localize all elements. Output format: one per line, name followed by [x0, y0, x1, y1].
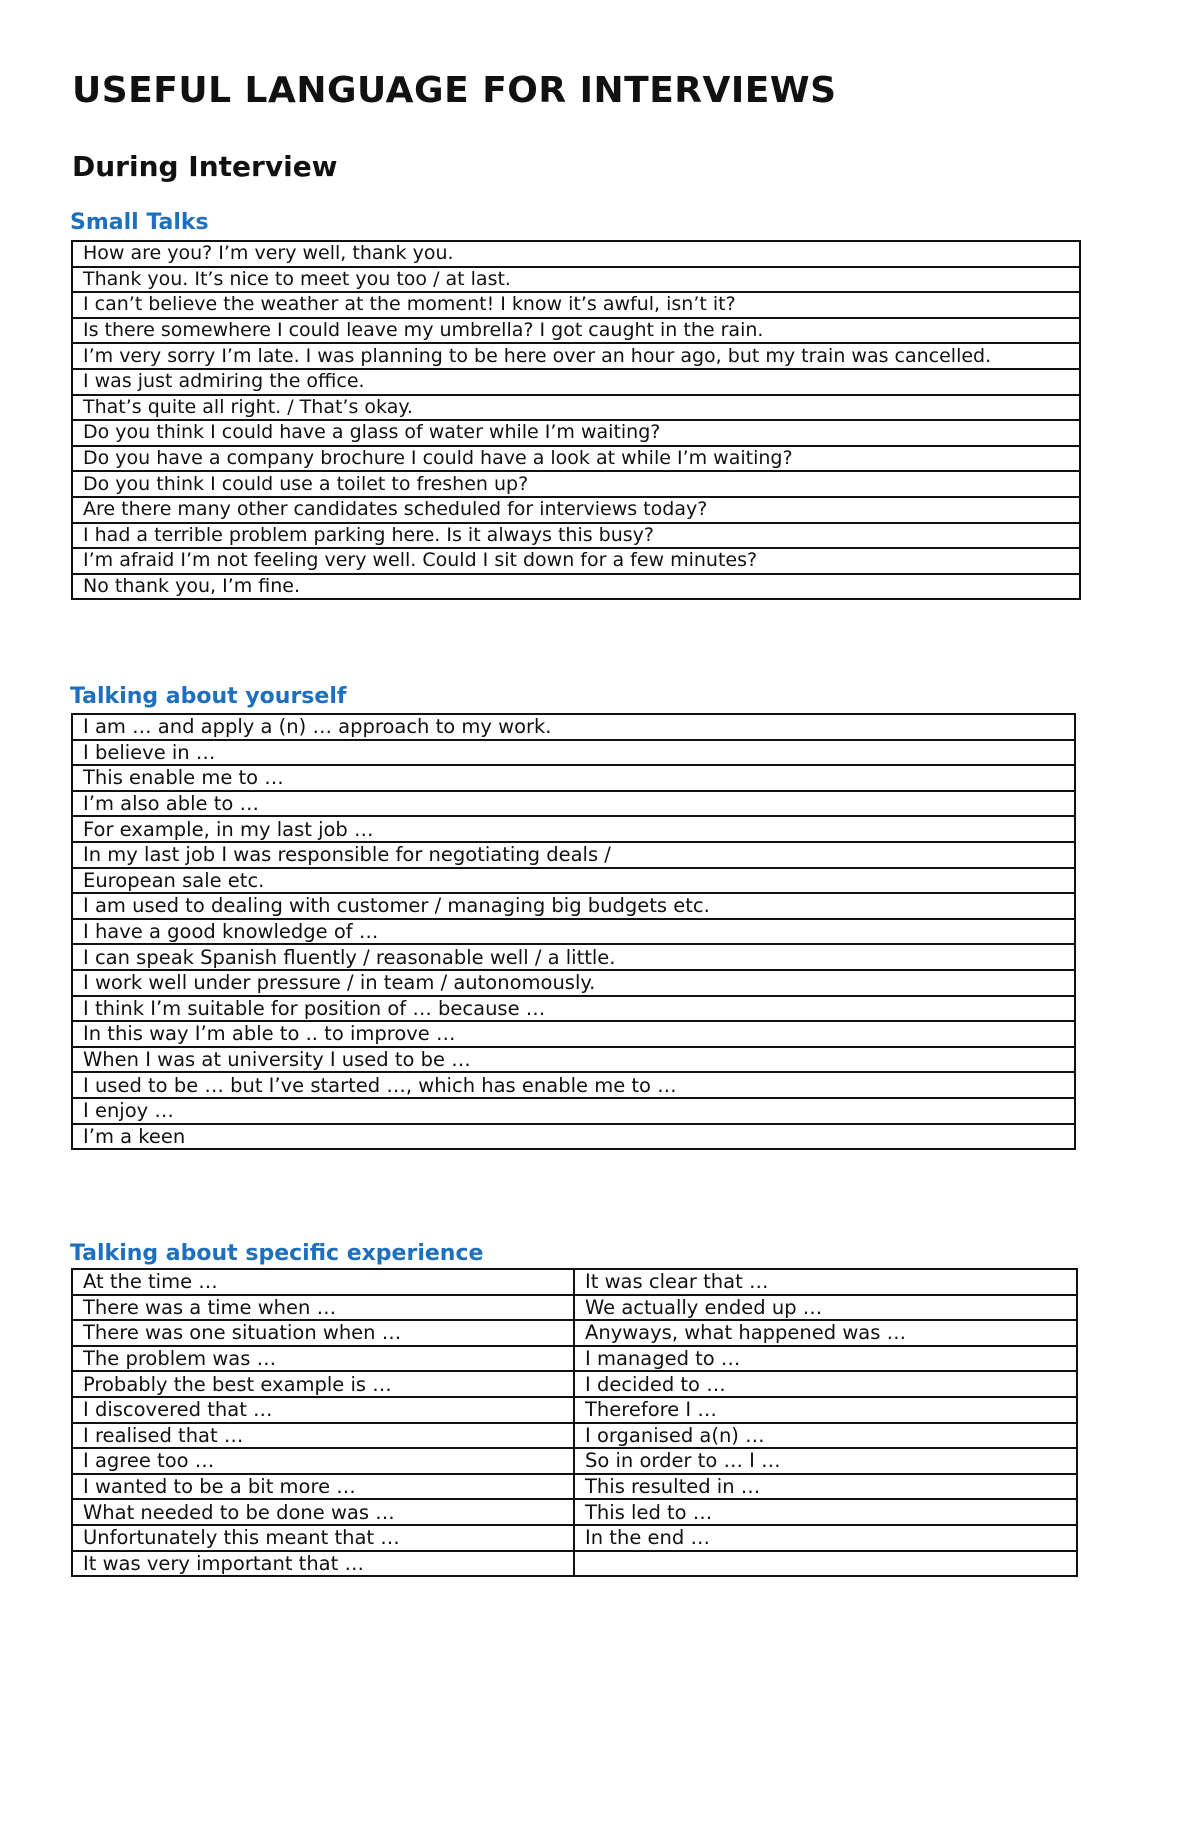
table-row — [72, 1021, 1075, 1047]
section-heading-experience: Talking about specific experience — [70, 1241, 484, 1266]
table-cell: No thank you, I’m fine. — [72, 574, 1080, 600]
table-cell-right: Therefore I … — [574, 1397, 1077, 1423]
table-row — [72, 1474, 1077, 1500]
table-cell: I’m very sorry I’m late. I was planning to be here over an hour ago, but my train was cancelled. — [72, 343, 1080, 369]
table-cell-left: Probably the best example is … — [72, 1371, 574, 1397]
table-cell-right: We actually ended up … — [574, 1295, 1077, 1321]
table-cell: I can’t believe the weather at the moment! I know it’s awful, isn’t it? — [72, 292, 1080, 318]
table-row — [72, 369, 1080, 395]
table-cell-right — [574, 1551, 1077, 1577]
table-row — [72, 1295, 1077, 1321]
table-cell-left: I wanted to be a bit more … — [72, 1474, 574, 1500]
table-cell: I had a terrible problem parking here. Is it always this busy? — [72, 523, 1080, 549]
table-row — [72, 1397, 1077, 1423]
table-cell-left: What needed to be done was … — [72, 1499, 574, 1525]
table-row — [72, 944, 1075, 970]
table-cell-left: At the time … — [72, 1269, 574, 1295]
table-row — [72, 267, 1080, 293]
table-row — [72, 343, 1080, 369]
table-cell: Do you think I could have a glass of water while I’m waiting? — [72, 420, 1080, 446]
table-row — [72, 842, 1075, 868]
table-row — [72, 292, 1080, 318]
table-cell: Is there somewhere I could leave my umbrella? I got caught in the rain. — [72, 318, 1080, 344]
table-row — [72, 714, 1075, 740]
table-row — [72, 791, 1075, 817]
table-cell: Are there many other candidates scheduled for interviews today? — [72, 497, 1080, 523]
table-cell: European sale etc. — [72, 868, 1075, 894]
table-row — [72, 1448, 1077, 1474]
table-row — [72, 816, 1075, 842]
experience-table — [71, 1268, 1078, 1577]
section-heading-small-talks: Small Talks — [70, 210, 209, 235]
table-cell-right: So in order to … I … — [574, 1448, 1077, 1474]
table-row — [72, 868, 1075, 894]
table-row — [72, 471, 1080, 497]
table-row — [72, 1551, 1077, 1577]
page-subtitle: During Interview — [72, 150, 338, 183]
table-cell: I believe in … — [72, 740, 1075, 766]
table-row — [72, 1072, 1075, 1098]
table-cell-left: I agree too … — [72, 1448, 574, 1474]
table-row — [72, 1525, 1077, 1551]
table-row — [72, 970, 1075, 996]
page-title: USEFUL LANGUAGE FOR INTERVIEWS — [72, 70, 837, 111]
table-row — [72, 1124, 1075, 1150]
table-cell-right: I decided to … — [574, 1371, 1077, 1397]
table-cell-right: I managed to … — [574, 1346, 1077, 1372]
table-cell-left: I realised that … — [72, 1423, 574, 1449]
yourself-table — [71, 713, 1076, 1150]
table-row — [72, 420, 1080, 446]
table-cell: I used to be … but I’ve started …, which has enable me to … — [72, 1072, 1075, 1098]
table-row — [72, 1098, 1075, 1124]
table-cell: I am … and apply a (n) … approach to my work. — [72, 714, 1075, 740]
table-cell: This enable me to … — [72, 765, 1075, 791]
table-cell-left: There was a time when … — [72, 1295, 574, 1321]
section-heading-yourself: Talking about yourself — [70, 684, 347, 709]
table-row — [72, 1499, 1077, 1525]
table-cell: That’s quite all right. / That’s okay. — [72, 395, 1080, 421]
table-cell-right: Anyways, what happened was … — [574, 1320, 1077, 1346]
table-cell: I’m also able to … — [72, 791, 1075, 817]
table-cell-right: It was clear that … — [574, 1269, 1077, 1295]
table-row — [72, 919, 1075, 945]
table-cell-left: It was very important that … — [72, 1551, 574, 1577]
table-cell-left: The problem was … — [72, 1346, 574, 1372]
table-row — [72, 1269, 1077, 1295]
table-cell: How are you? I’m very well, thank you. — [72, 241, 1080, 267]
table-row — [72, 574, 1080, 600]
table-cell: In this way I’m able to .. to improve … — [72, 1021, 1075, 1047]
table-row — [72, 1320, 1077, 1346]
table-cell: I am used to dealing with customer / managing big budgets etc. — [72, 893, 1075, 919]
table-cell: Thank you. It’s nice to meet you too / at last. — [72, 267, 1080, 293]
table-cell: When I was at university I used to be … — [72, 1047, 1075, 1073]
table-cell-right: In the end … — [574, 1525, 1077, 1551]
table-cell-left: Unfortunately this meant that … — [72, 1525, 574, 1551]
table-cell: I think I’m suitable for position of … because … — [72, 996, 1075, 1022]
small-talks-table — [71, 240, 1081, 600]
table-row — [72, 1371, 1077, 1397]
table-cell: I was just admiring the office. — [72, 369, 1080, 395]
table-row — [72, 446, 1080, 472]
table-row — [72, 523, 1080, 549]
table-row — [72, 893, 1075, 919]
table-row — [72, 765, 1075, 791]
table-cell: Do you have a company brochure I could have a look at while I’m waiting? — [72, 446, 1080, 472]
table-cell: I enjoy … — [72, 1098, 1075, 1124]
table-row — [72, 996, 1075, 1022]
table-row — [72, 1047, 1075, 1073]
table-row — [72, 241, 1080, 267]
table-cell-left: There was one situation when … — [72, 1320, 574, 1346]
table-cell: I’m a keen — [72, 1124, 1075, 1150]
table-row — [72, 395, 1080, 421]
table-cell: I’m afraid I’m not feeling very well. Could I sit down for a few minutes? — [72, 548, 1080, 574]
table-cell: I can speak Spanish fluently / reasonable well / a little. — [72, 944, 1075, 970]
table-cell-right: This led to … — [574, 1499, 1077, 1525]
table-cell-right: I organised a(n) … — [574, 1423, 1077, 1449]
table-row — [72, 318, 1080, 344]
table-cell: Do you think I could use a toilet to freshen up? — [72, 471, 1080, 497]
table-cell: I have a good knowledge of … — [72, 919, 1075, 945]
table-cell: I work well under pressure / in team / autonomously. — [72, 970, 1075, 996]
table-row — [72, 497, 1080, 523]
table-row — [72, 548, 1080, 574]
table-row — [72, 1346, 1077, 1372]
table-cell: In my last job I was responsible for negotiating deals / — [72, 842, 1075, 868]
table-cell: For example, in my last job … — [72, 816, 1075, 842]
table-row — [72, 1423, 1077, 1449]
table-cell-right: This resulted in … — [574, 1474, 1077, 1500]
table-cell-left: I discovered that … — [72, 1397, 574, 1423]
table-row — [72, 740, 1075, 766]
